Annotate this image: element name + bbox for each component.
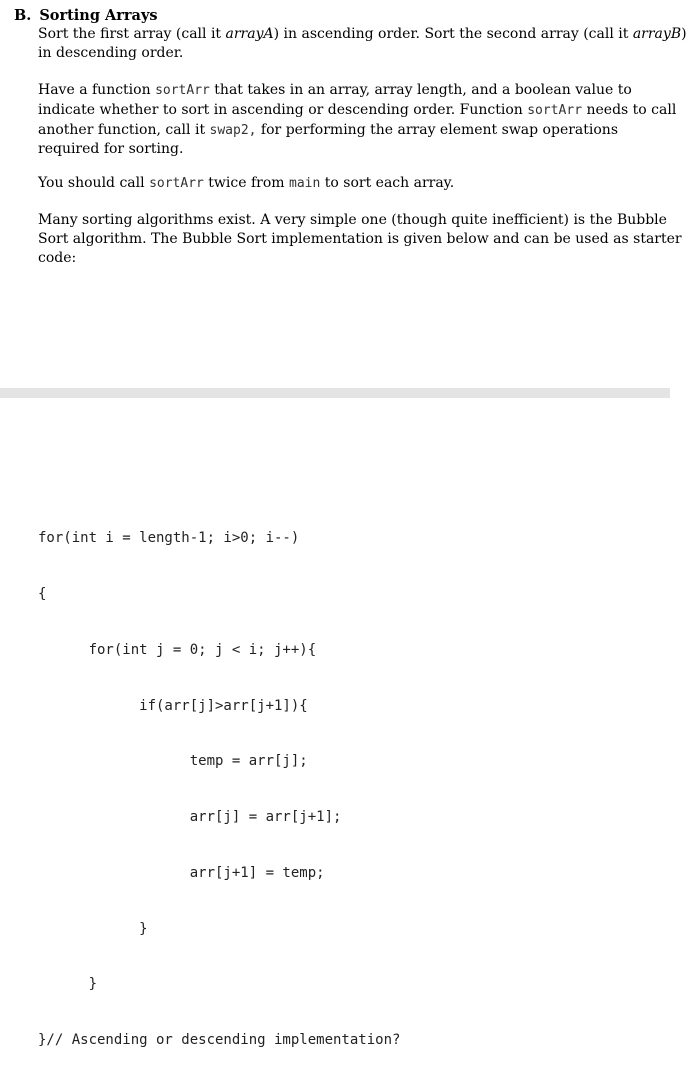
text-span: needs to call (582, 101, 677, 118)
paragraph-function-description (38, 81, 677, 159)
code-line: } (38, 976, 98, 993)
code-line: arr[j+1] = temp; (38, 864, 325, 881)
paragraph-line: required for sorting. (38, 141, 184, 158)
code-line: for(int i = length-1; i>0; i--) (38, 530, 300, 547)
text-span: indicate whether to sort in ascending or descending order. Function (38, 101, 528, 118)
section-title: Sorting Arrays (39, 7, 158, 24)
text-span: that takes in an array, array length, and a boolean value to (209, 82, 632, 98)
paragraph-line (38, 121, 653, 141)
code-block (38, 492, 400, 1068)
inline-code: main (289, 176, 321, 191)
code-line: { (38, 585, 47, 602)
paragraph-line (38, 25, 687, 44)
inline-code: sortArr (527, 102, 583, 118)
paragraph-line (38, 101, 677, 121)
page-divider (0, 388, 670, 398)
text-span: twice from (203, 175, 290, 191)
text-span: Have a function (38, 82, 156, 98)
code-line: } (38, 920, 148, 937)
paragraph-line: code: (38, 249, 77, 266)
code-line: arr[j] = arr[j+1]; (38, 809, 342, 826)
array-b-name: arrayB (632, 26, 682, 42)
text-span: ) (681, 26, 687, 42)
text-span: You should call (38, 175, 150, 191)
text-span: for performing the array element swap operations (256, 121, 619, 138)
code-line: for(int j = 0; j < i; j++){ (38, 641, 317, 658)
paragraph-sort-instructions (38, 25, 687, 63)
text-span: Sort the first array (call it (38, 26, 226, 42)
array-a-name: arrayA (225, 26, 274, 42)
text-span: ) in ascending order. Sort the second array (call it (273, 26, 633, 42)
inline-code: sortArr (149, 176, 204, 191)
inline-code: sortArr (155, 83, 210, 98)
paragraph-line: Sort algorithm. The Bubble Sort implementation is given below and can be used as starter (38, 230, 682, 247)
paragraph-bubble-sort-intro (38, 211, 682, 267)
section-number: B. (14, 7, 32, 24)
paragraph-line: Many sorting algorithms exist. A very simple one (though quite inefficient) is the Bubble (38, 212, 667, 228)
section-heading (14, 6, 158, 25)
inline-code: swap2, (209, 122, 257, 138)
code-line: if(arr[j]>arr[j+1]){ (38, 697, 308, 714)
code-line: }// Ascending or descending implementation? (38, 1032, 401, 1049)
code-line: temp = arr[j]; (38, 753, 308, 770)
paragraph-line: in descending order. (38, 44, 184, 61)
document-upper-section (0, 0, 687, 388)
paragraph-call-instructions (38, 174, 653, 194)
paragraph-line (38, 174, 653, 194)
paragraph-line (38, 81, 653, 101)
text-span: another function, call it (38, 121, 210, 138)
text-span: to sort each array. (320, 175, 455, 191)
